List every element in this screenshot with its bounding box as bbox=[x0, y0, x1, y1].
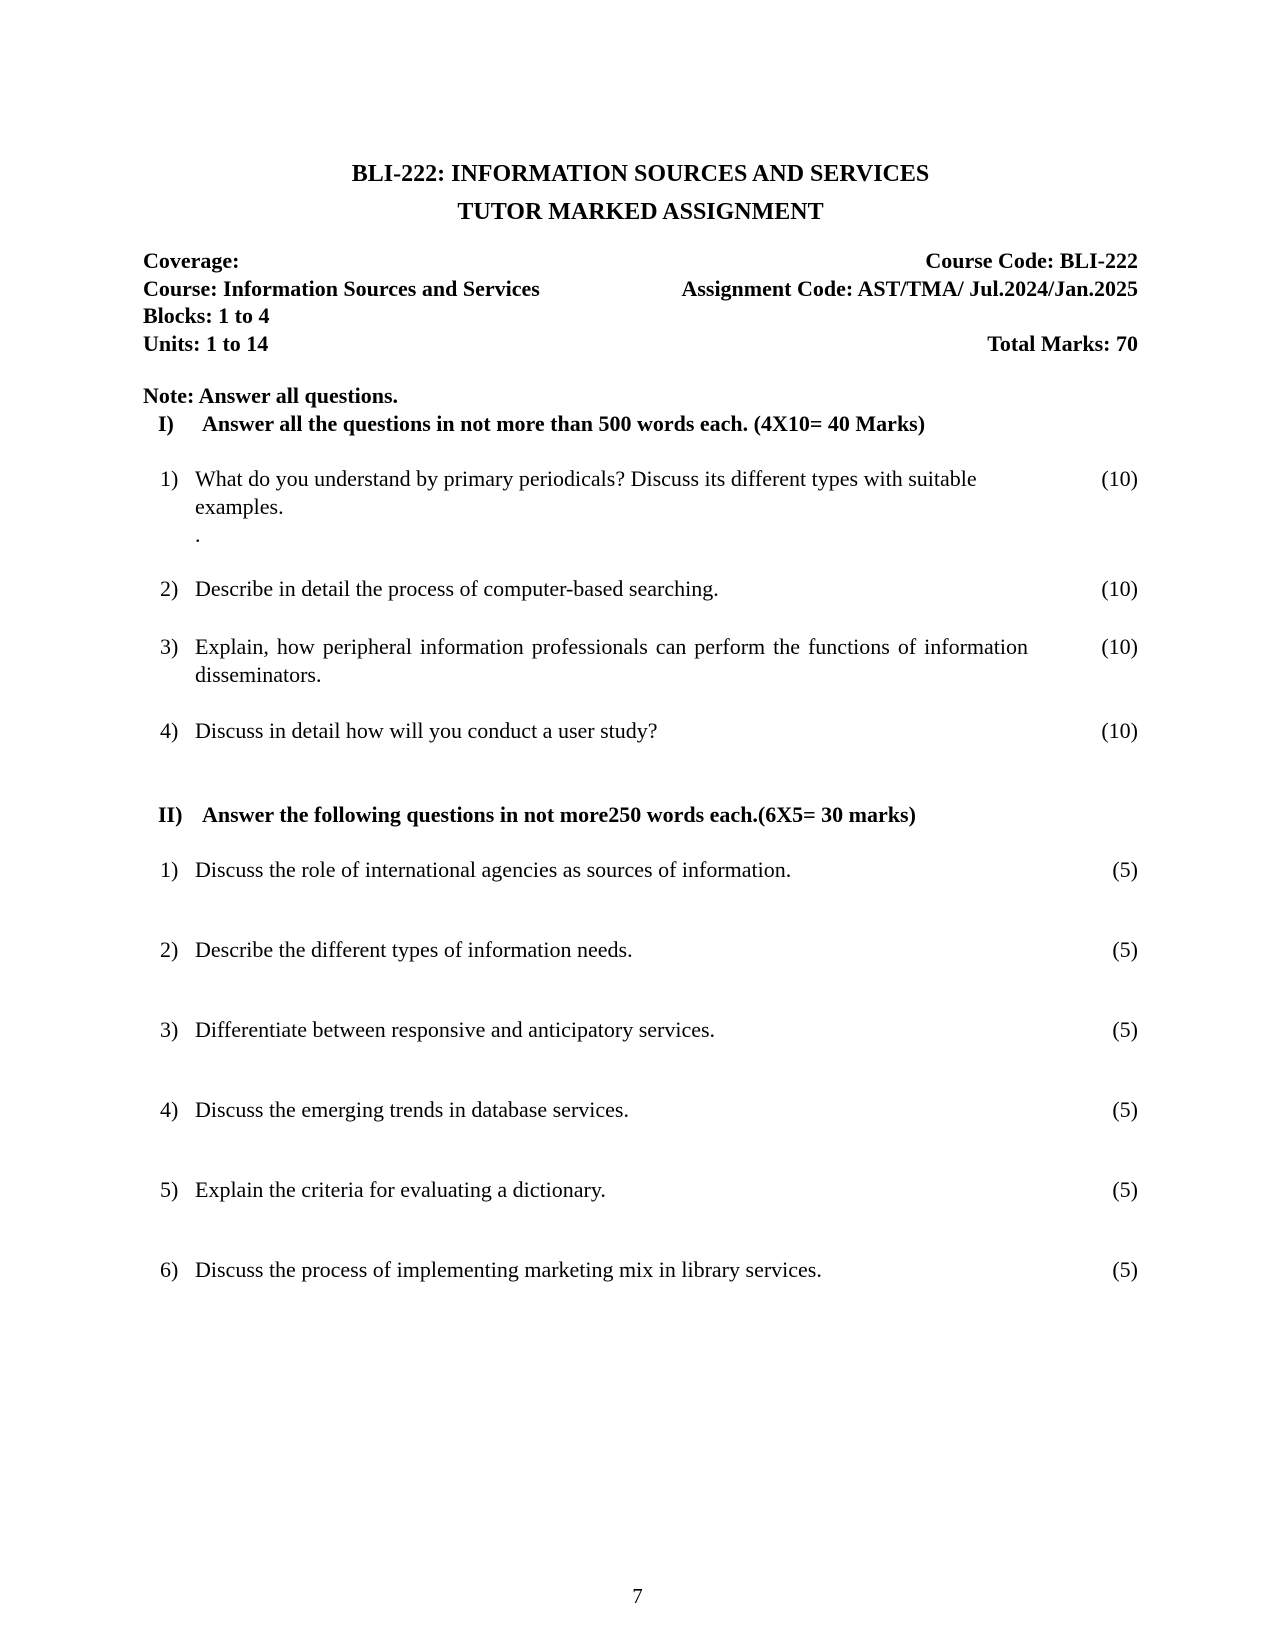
question-marks: (5) bbox=[1112, 937, 1138, 962]
info-row-blocks bbox=[143, 302, 1138, 330]
page-number: 7 bbox=[632, 1584, 643, 1608]
question-text: Describe in detail the process of computer-based searching. bbox=[195, 576, 719, 601]
question-marks: (5) bbox=[1112, 1017, 1138, 1042]
question-marks: (10) bbox=[1101, 718, 1138, 743]
question-number: 3) bbox=[160, 1017, 179, 1042]
question-text: Explain, how peripheral information professionals can perform the functions of information disseminators. bbox=[195, 634, 1028, 687]
course-info-block bbox=[143, 247, 1138, 357]
question-number: 4) bbox=[160, 718, 179, 743]
question-marks: (10) bbox=[1101, 634, 1138, 659]
question-row bbox=[143, 465, 1138, 549]
question-text: Describe the different types of information needs. bbox=[195, 937, 633, 962]
question-number: 1) bbox=[160, 857, 179, 882]
section1-heading bbox=[143, 410, 1138, 438]
question-row bbox=[143, 1256, 1138, 1284]
question-number: 2) bbox=[160, 937, 179, 962]
question-text: Discuss the process of implementing marketing mix in library services. bbox=[195, 1257, 822, 1282]
question-number: 2) bbox=[160, 576, 179, 601]
info-row-coverage bbox=[143, 247, 1138, 275]
question-marks: (5) bbox=[1112, 857, 1138, 882]
coverage-label: Coverage: bbox=[143, 248, 240, 273]
section2-heading bbox=[143, 801, 1138, 829]
question-number: 1) bbox=[160, 466, 179, 491]
question-row bbox=[143, 717, 1138, 745]
question-text: Discuss the role of international agencies as sources of information. bbox=[195, 857, 792, 882]
question-marks: (5) bbox=[1112, 1097, 1138, 1122]
document-page bbox=[143, 0, 1138, 1284]
question-row bbox=[143, 575, 1138, 603]
question-row bbox=[143, 1096, 1138, 1124]
document-header bbox=[143, 155, 1138, 231]
question-number: 3) bbox=[160, 634, 179, 659]
question-text bbox=[195, 465, 1028, 549]
question-number: 6) bbox=[160, 1257, 179, 1282]
blocks-label: Blocks: 1 to 4 bbox=[143, 303, 270, 328]
question-row bbox=[143, 1176, 1138, 1204]
info-row-units bbox=[143, 330, 1138, 358]
section1-heading-text: Answer all the questions in not more than 500 words each. (4X10= 40 Marks) bbox=[202, 411, 926, 436]
question-text: Discuss in detail how will you conduct a user study? bbox=[195, 718, 658, 743]
question-marks: (10) bbox=[1101, 576, 1138, 601]
question-marks: (5) bbox=[1112, 1177, 1138, 1202]
question-number: 5) bbox=[160, 1177, 179, 1202]
note-text: Note: Answer all questions. bbox=[143, 383, 399, 408]
question-row bbox=[143, 936, 1138, 964]
units-label: Units: 1 to 14 bbox=[143, 330, 269, 356]
assignment-code: Assignment Code: AST/TMA/ Jul.2024/Jan.2025 bbox=[681, 275, 1138, 301]
course-name: Course: Information Sources and Services bbox=[143, 275, 540, 301]
document-title: BLI-222: INFORMATION SOURCES AND SERVICES bbox=[351, 161, 930, 187]
question-text: Discuss the emerging trends in database services. bbox=[195, 1097, 629, 1122]
section2-heading-text: Answer the following questions in not more250 words each.(6X5= 30 marks) bbox=[202, 802, 916, 827]
course-code: Course Code: BLI-222 bbox=[925, 248, 1138, 273]
section2-numeral: II) bbox=[158, 802, 183, 827]
question-row bbox=[143, 633, 1138, 689]
question-row bbox=[143, 1016, 1138, 1044]
question-number: 4) bbox=[160, 1097, 179, 1122]
section1-numeral: I) bbox=[158, 411, 174, 436]
stray-period: . bbox=[195, 522, 201, 547]
question-text: Differentiate between responsive and anticipatory services. bbox=[195, 1017, 716, 1042]
question-text-body: What do you understand by primary periodicals? Discuss its different types with suitable examples. bbox=[195, 466, 977, 519]
note-and-section1-heading bbox=[143, 382, 1138, 438]
question-row bbox=[143, 856, 1138, 884]
info-row-course bbox=[143, 275, 1138, 303]
question-marks: (10) bbox=[1101, 466, 1138, 491]
total-marks: Total Marks: 70 bbox=[987, 330, 1138, 356]
question-marks: (5) bbox=[1112, 1257, 1138, 1282]
document-subtitle: TUTOR MARKED ASSIGNMENT bbox=[457, 199, 824, 225]
question-text: Explain the criteria for evaluating a dictionary. bbox=[195, 1177, 606, 1202]
